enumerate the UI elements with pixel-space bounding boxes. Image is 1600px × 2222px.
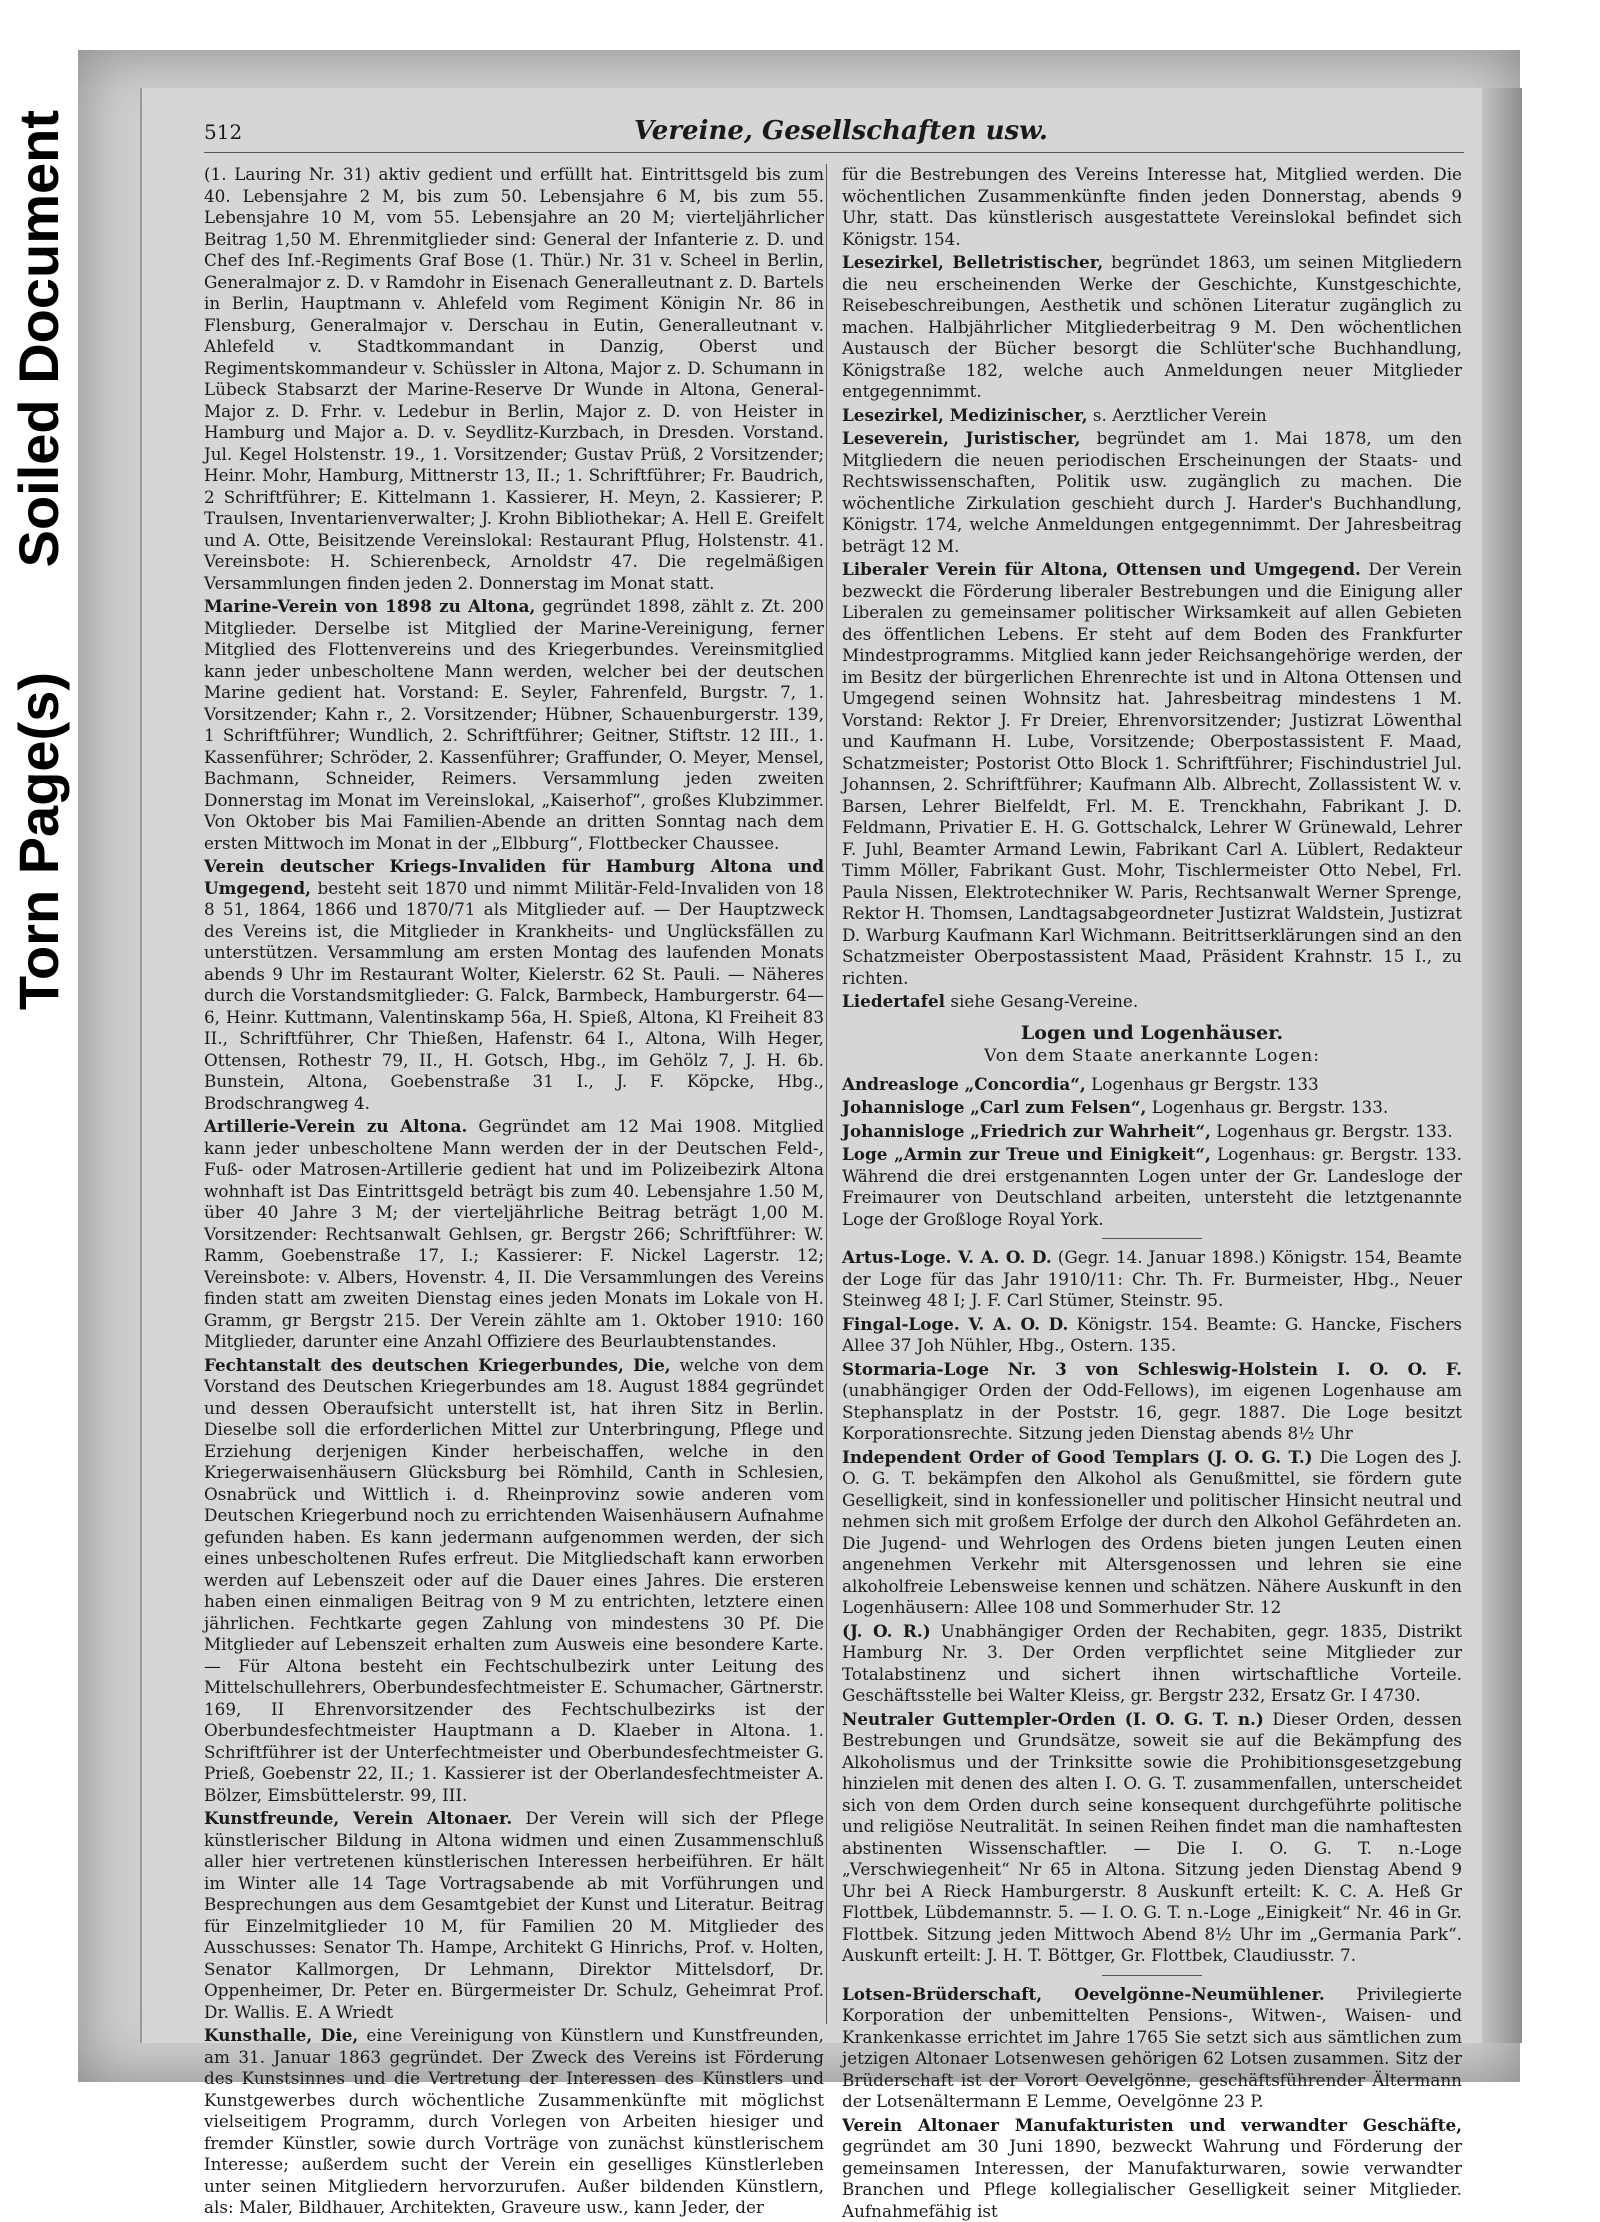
section-rule bbox=[1102, 1975, 1202, 1976]
entry-text: (Gegr. 14. Januar 1898.) Königstr. 154, Beamte der Loge für das Jahr 1910/11: Chr. Th. Fr. Burmeister, Hbg., Neuer Steinweg 48 I; J. F. Carl Stümer, Steinstr. 95. bbox=[842, 1247, 1462, 1310]
directory-entry bbox=[842, 1314, 1462, 1357]
page-header bbox=[204, 112, 1464, 153]
entry-text: Der Verein will sich der Pflege künstlerischer Bildung in Altona widmen und einen Zusammenschluß aller hier vertretenen künstlerischen Interessen herbeiführen. Er hält im Winter alle 14 Tage Vortragsabende ab mit Vorführungen und Besprechungen aus dem Gesamtgebiet der Kunst und Literatur. Beitrag für Einzelmitglieder 10 M, für Familien 20 M. Mitglieder des Ausschusses: Senator Th. Hampe, Architekt G Hinrichs, Prof. v. Holten, Senator Kallmorgen, Dr Lehmann, Direktor Mittelsdorf, Dr. Oppenheimer, Dr. Peter en. Bürgermeister Dr. Schulz, Geheimrat Prof. Dr. Wallis. E. A Wriedt bbox=[204, 1808, 824, 2022]
entry-title: Verein Altonaer Manufakturisten und verwandter Geschäfte, bbox=[842, 2115, 1462, 2135]
entry-title: Artillerie-Verein zu Altona. bbox=[204, 1116, 467, 1136]
entry-title: Fechtanstalt des deutschen Kriegerbundes, Die, bbox=[204, 1355, 671, 1375]
directory-entry bbox=[842, 1074, 1462, 1096]
directory-entry bbox=[204, 164, 824, 594]
torn-pages-stamp: Torn Page(s) bbox=[6, 672, 71, 1010]
entry-title: Stormaria-Loge Nr. 3 von Schleswig-Holstein I. O. O. F. bbox=[842, 1359, 1462, 1379]
running-title: Vereine, Gesellschaften usw. bbox=[634, 116, 1048, 146]
entry-text: Königstr. 154. Beamte: G. Hancke, Fischers Allee 37 Joh Nühler, Hbg., Ostern. 135. bbox=[842, 1314, 1462, 1356]
directory-entry bbox=[842, 164, 1462, 250]
directory-entry bbox=[842, 559, 1462, 989]
directory-entry bbox=[842, 428, 1462, 557]
entry-text: Logenhaus gr. Bergstr. 133. bbox=[1146, 1097, 1388, 1117]
entry-title: Liedertafel bbox=[842, 991, 945, 1011]
entry-title: Independent Order of Good Templars (J. O. G. T.) bbox=[842, 1447, 1313, 1467]
directory-entry bbox=[842, 1984, 1462, 2113]
entry-title: Kunsthalle, Die, bbox=[204, 2025, 358, 2045]
directory-entry bbox=[204, 1808, 824, 2023]
entry-title: (J. O. R.) bbox=[842, 1621, 931, 1641]
document-page bbox=[140, 88, 1482, 2043]
directory-entry bbox=[842, 1447, 1462, 1619]
scan-stamp-labels bbox=[0, 0, 70, 1090]
entry-text: welche von dem Vorstand des Deutschen Kriegerbundes am 18. August 1884 gegründet und dessen Oberaufsicht unterstellt ist, hat ihren Sitz in Berlin. Dieselbe soll die erforderlichen Mittel zur Unterbringung, Pflege und Erziehung derjenigen Kinder herbeischaffen, welche in den Kriegerwaisenhäusern Glücksburg bei Römhild, Canth in Schlesien, Osnabrück und Wittlich i. d. Rheinprovinz sowie anderen vom Deutschen Kriegerbund noch zu errichtenden Waisenhäusern Aufnahme gefunden haben. Es kann jedermann aufgenommen werden, der sich eines unbescholtenen Rufes erfreut. Die Mitgliedschaft kann erworben werden auf Lebenszeit oder auf die Dauer eines Jahres. Die ersteren haben einen einmaligen Beitrag von 9 M zu entrichten, letztere einen jährlichen. Fechtkarte gegen Zahlung von mindestens 30 Pf. Die Mitglieder auf Lebenszeit erhalten zum Ausweis eine besondere Karte. — Für Altona besteht ein Fechtschulbezirk unter Leitung des Mittelschullehrers, Oberbundesfechtmeister E. Schumacher, Gärtnerstr. 169, II Ehrenvorsitzender des Fechtschulbezirks ist der Oberbundesfechtmeister Hauptmann a D. Klaeber in Altona. 1. Schriftführer ist der Unterfechtmeister und Oberbundesfechtmeister G. Prieß, Goebenstr 22, II.; 1. Kassierer ist der Oberlandesfechtmeister A. Bölzer, Eimsbüttelerstr. 99, III. bbox=[204, 1355, 824, 1805]
entry-text: Unabhängiger Orden der Rechabiten, gegr. 1835, Distrikt Hamburg Nr. 3. Der Orden verpflichtet seine Mitglieder zur Totalabstinenz und sichert ihnen wirtschaftliche Vorteile. Geschäftsstelle bei Walter Kleiss, gr. Bergstr 232, Ersatz Gr. I 4730. bbox=[842, 1621, 1462, 1706]
entry-text: (1. Lauring Nr. 31) aktiv gedient und erfüllt hat. Eintrittsgeld bis zum 40. Lebensjahre 2 M, bis zum 50. Lebensjahre 6 M, bis zum 55. Lebensjahre 10 M, vom 55. Lebensjahre an 20 M; vierteljährlicher Beitrag 1,50 M. Ehrenmitglieder sind: General der Infanterie z. D. und Chef des Inf.-Regiments Graf Bose (1. Thür.) Nr. 31 v. Scheel in Berlin, Generalmajor z. D. v Ramdohr in Eisenach Generalleutnant z. D. Bartels in Berlin, Hauptmann v. Ahlefeld vom Regiment Königin Nr. 86 in Flensburg, Generalmajor v. Derschau in Eutin, Generalleutnant v. Ahlefeld v. Stadtkommandant in Danzig, Oberst und Regimentskommandeur v. Schüssler in Altona, Major z. D. Schumann in Lübeck Stabsarzt der Marine-Reserve Dr Wunde in Altona, General-Major z. D. Frhr. v. Ledebur in Berlin, Major z. D. von Heister in Hamburg und Major a. D. v. Seydlitz-Kurzbach, in Dresden. Vorstand. Jul. Kegel Holstenstr. 19., 1. Vorsitzender; Gustav Prüß, 2 Vorsitzender; Heinr. Mohr, Hamburg, Mittnerstr 13, II.; 1. Schriftführer; Fr. Baudrich, 2 Schriftführer; E. Kittelmann 1. Kassierer, H. Meyn, 2. Kassierer; P. Traulsen, Inventarienverwalter; J. Krohn Bibliothekar; A. Hell E. Greifelt und A. Otte, Beisitzende Vereinslokal: Restaurant Pflug, Holstenstr. 41. Vereinsbote: H. Schierenbeck, Arnoldstr 47. Die regelmäßigen Versammlungen finden jeden 2. Donnerstag im Monat statt. bbox=[204, 164, 824, 593]
directory-entry bbox=[842, 252, 1462, 403]
subsection-heading: Von dem Staate anerkannte Logen: bbox=[842, 1046, 1462, 1068]
directory-entry bbox=[842, 1247, 1462, 1312]
section-rule bbox=[1102, 1238, 1202, 1239]
page-number: 512 bbox=[204, 120, 242, 144]
entry-text: Privilegierte Korporation der unbemittelten Pensions-, Witwen-, Waisen- und Krankenkasse errichtet im Jahre 1765 Sie setzt sich aus sämtlichen zum jetzigen Altonaer Lotsenwesen gehörigen 62 Lotsen zusammen. Sitz der Brüderschaft ist der Vorort Oevelgönne, geschäftsführender Ältermann der Lotsenältermann E Lemme, Oevelgönne 23 P. bbox=[842, 1984, 1462, 2112]
directory-entry bbox=[204, 1355, 824, 1807]
entry-title: Artus-Loge. V. A. O. D. bbox=[842, 1247, 1052, 1267]
entry-title: Kunstfreunde, Verein Altonaer. bbox=[204, 1808, 512, 1828]
entry-text: siehe Gesang-Vereine. bbox=[945, 991, 1138, 1011]
entry-title: Johannisloge „Carl zum Felsen“, bbox=[842, 1097, 1146, 1117]
directory-entry bbox=[842, 1144, 1462, 1230]
directory-entry bbox=[842, 405, 1462, 427]
section-heading: Logen und Logenhäuser. bbox=[842, 1023, 1462, 1045]
entry-text: (unabhängiger Orden der Odd-Fellows), im eigenen Logenhause am Stephansplatz in der Poststr. 16, gegr. 1887. Die Loge besitzt Korporationsrechte. Sitzung jeden Dienstag abends 8½ Uhr bbox=[842, 1380, 1462, 1443]
entry-text: Gegründet am 12 Mai 1908. Mitglied kann jeder unbescholtene Mann werden der in der Deutschen Feld-, Fuß- oder Matrosen-Artillerie gedient hat und im Polizeibezirk Altona wohnhaft ist Das Eintrittsgeld beträgt bis zum 40. Lebensjahre 1.50 M, über 40 Jahre 3 M; der vierteljährliche Beitrag beträgt 1,00 M. Vorsitzender: Rechtsanwalt Gehlsen, gr. Bergstr 266; Schriftführer: W. Ramm, Goebenstraße 17, I.; Kassierer: F. Nickel Lagerstr. 12; Vereinsbote: v. Albers, Hovenstr. 4, II. Die Versammlungen des Vereins finden statt am zweiten Dienstag eines jeden Monats im Lokale von H. Gramm, gr Bergstr 215. Der Verein zählte am 1. Oktober 1910: 160 Mitglieder, darunter eine Anzahl Offiziere des Beurlaubtenstandes. bbox=[204, 1116, 824, 1351]
directory-entry bbox=[204, 2025, 824, 2219]
directory-entry bbox=[204, 856, 824, 1114]
entry-text: Logenhaus gr. Bergstr. 133. bbox=[1211, 1121, 1453, 1141]
entry-title: Marine-Verein von 1898 zu Altona, bbox=[204, 596, 535, 616]
directory-entry bbox=[842, 2115, 1462, 2222]
entry-text: besteht seit 1870 und nimmt Militär-Feld-Invaliden von 18 8 51, 1864, 1866 und 1870/71 als Mitglieder auf. — Der Hauptzweck des Vereins ist, die Mitglieder in Krankheits- und Unglücksfällen zu unterstützen. Versammlung am ersten Montag des laufenden Monats abends 9 Uhr im Restaurant Wolter, Kielerstr. 62 St. Pauli. — Näheres durch die Vorstandsmitglieder: G. Falck, Barmbeck, Hamburgerstr. 64—6, Heinr. Kuttmann, Valentinskamp 56a, H. Spieß, Altona, Kl Freiheit 83 II., Schriftführer, Chr Thießen, Hafenstr. 64 I., Altona, Wilh Heger, Ottensen, Rothestr 79, II., H. Gotsch, Hbg., im Gehölz 7, J. H. 6b. Bunstein, Altona, Goebenstraße 31 I., J. F. Köpcke, Hbg., Brodschrangweg 4. bbox=[204, 878, 824, 1113]
directory-entry bbox=[204, 596, 824, 854]
entry-text: Dieser Orden, dessen Bestrebungen und Grundsätze, soweit sie auf die Bekämpfung des Alkoholismus und der Trinksitte sowie die Prohibitionsgesetzgebung hinzielen mit denen des alten I. O. G. T. zusammenfallen, unterscheidet sich von dem Orden durch seine konsequent durchgeführte politische und religiöse Neutralität. In seinen Reihen findet man die namhaftesten abstinenten Wissenschaftler. — Die I. O. G. T. n.-Loge „Verschwiegenheit“ Nr 65 in Altona. Sitzung jeden Dienstag Abend 9 Uhr bei A Rieck Hamburgerstr. 8 Auskunft erteilt: K. C. A. Heß Gr Flottbek, Lübdemannstr. 5. — I. O. G. T. n.-Loge „Einigkeit“ Nr. 46 in Gr. Flottbek. Sitzung jeden Mittwoch Abend 8½ Uhr im „Germania Park“. Auskunft erteilt: J. H. T. Böttger, Gr. Flottbek, Claudiusstr. 7. bbox=[842, 1709, 1462, 1966]
entry-text: begründet 1863, um seinen Mitgliedern die neu erscheinenden Werke der Geschichte, Kunstgeschichte, Reisebeschreibungen, Aesthetik und schönen Literatur zugänglich zu machen. Halbjährlicher Mitgliederbeitrag 9 M. Den wöchentlichen Austausch der Bücher besorgt die Schlüter'sche Buchhandlung, Königstraße 182, welche auch Anmeldungen neuer Mitglieder entgegennimmt. bbox=[842, 252, 1462, 401]
entry-title: Lotsen-Brüderschaft, Oevelgönne-Neumühlener. bbox=[842, 1984, 1325, 2004]
column-divider bbox=[826, 164, 827, 2024]
entry-title: Lesezirkel, Belletristischer, bbox=[842, 252, 1103, 272]
entry-text: Logenhaus: gr. Bergstr. 133. Während die drei erstgenannten Logen unter der Gr. Landesloge der Freimaurer von Deutschland arbeiten, untersteht die letztgenannte Loge der Großloge Royal York. bbox=[842, 1144, 1462, 1229]
directory-entry bbox=[842, 1121, 1462, 1143]
directory-entry bbox=[204, 1116, 824, 1353]
entry-text: gegründet 1898, zählt z. Zt. 200 Mitglieder. Derselbe ist Mitglied der Marine-Vereinigung, ferner Mitglied des Flottenvereins und des Kriegerbundes. Vereinsmitglied kann jeder unbescholtene Mann werden, welcher bei der deutschen Marine gedient hat. Vorstand: E. Seyler, Fahrenfeld, Burgstr. 7, 1. Vorsitzender; Kahn r., 2. Vorsitzender; Hübner, Schauenburgerstr. 139, 1 Schriftführer; Wundlich, 2. Schriftführer; Geitner, Stiftstr. 12 III., 1. Kassenführer; Schröder, 2. Kassenführer; Graffunder, O. Meyer, Mensel, Bachmann, Schneider, Reimers. Versammlung jeden zweiten Donnerstag im Monat im Vereinslokal, „Kaiserhof“, großes Klubzimmer. Von Oktober bis Mai Familien-Abende an dritten Sonntag nach dem ersten Mittwoch im Monat in der „Elbburg“, Flottbecker Chaussee. bbox=[204, 596, 824, 853]
entry-text: begründet am 1. Mai 1878, um den Mitgliedern die neuen periodischen Erscheinungen der Staats- und Rechtswissenschaften, Politik usw. zugänglich zu machen. Die wöchentliche Zirkulation geschieht durch J. Harder's Buchhandlung, Königstr. 174, welche Anmeldungen entgegennimmt. Der Jahresbeitrag beträgt 12 M. bbox=[842, 428, 1462, 556]
left-column bbox=[204, 164, 824, 2024]
entry-title: Fingal-Loge. V. A. O. D. bbox=[842, 1314, 1068, 1334]
entry-text: eine Vereinigung von Künstlern und Kunstfreunden, am 31. Januar 1863 gegründet. Der Zweck des Vereins ist Förderung des Kunstsinnes und die Vertretung der Interessen des Künstlers und Kunstgewerbes durch wöchentliche Zusammenkünfte mit möglichst vielseitigem Programm, durch Vorlegen von Arbeiten hiesiger und fremder Künstler, sowie durch Vorträge von zunächst künstlerischem Interesse; außerdem sucht der Verein ein geselliges Künstlerleben unter seinen Mitgliedern hervorzurufen. Außer bildenden Künstlern, als: Maler, Bildhauer, Architekten, Graveure usw., kann Jeder, der bbox=[204, 2025, 824, 2217]
entry-title: Liberaler Verein für Altona, Ottensen und Umgegend. bbox=[842, 559, 1361, 579]
directory-entry bbox=[842, 1359, 1462, 1445]
entry-text: s. Aerztlicher Verein bbox=[1088, 405, 1267, 425]
entry-title: Neutraler Guttempler-Orden (I. O. G. T. n.) bbox=[842, 1709, 1264, 1729]
entry-title: Lesezirkel, Medizinischer, bbox=[842, 405, 1088, 425]
directory-entry bbox=[842, 1709, 1462, 1967]
entry-title: Verein deutscher Kriegs-Invaliden für Hamburg Altona und Umgegend, bbox=[204, 856, 824, 898]
entry-text: für die Bestrebungen des Vereins Interesse hat, Mitglied werden. Die wöchentlichen Zusammenkünfte finden jeden Donnerstag, abends 9 Uhr, statt. Das künstlerisch ausgestattete Vereinslokal befindet sich Königstr. 154. bbox=[842, 164, 1462, 249]
entry-text: gegründet am 30 Juni 1890, bezweckt Wahrung und Förderung der gemeinsamen Interessen, der Manufakturwaren, sowie verwandter Branchen und Pflege kollegialischer Geselligkeit seiner Mitglieder. Aufnahmefähig ist bbox=[842, 2136, 1462, 2221]
entry-title: Loge „Armin zur Treue und Einigkeit“, bbox=[842, 1144, 1211, 1164]
entry-title: Johannisloge „Friedrich zur Wahrheit“, bbox=[842, 1121, 1211, 1141]
directory-entry bbox=[842, 1097, 1462, 1119]
directory-entry bbox=[842, 991, 1462, 1013]
entry-text: Die Logen des J. O. G. T. bekämpfen den Alkohol als Genußmittel, sie fördern gute Geselligkeit, sind in konfessioneller und politischer Hinsicht neutral und nehmen sich mit großem Erfolge der durch den Alkohol Gefährdeten an. Die Jugend- und Wehrlogen des Ordens bieten jungen Leuten einen angenehmen Verkehr mit Altersgenossen und lehren sie eine alkoholfreie Lebensweise kennen und schätzen. Nähere Auskunft in den Logenhäusern: Allee 108 und Sommerhuder Str. 12 bbox=[842, 1447, 1462, 1618]
entry-text: Logenhaus gr Bergstr. 133 bbox=[1086, 1074, 1319, 1094]
soiled-document-stamp: Soiled Document bbox=[6, 110, 71, 567]
entry-title: Andreasloge „Concordia“, bbox=[842, 1074, 1086, 1094]
directory-entry bbox=[842, 1621, 1462, 1707]
right-column bbox=[842, 164, 1462, 2024]
entry-title: Leseverein, Juristischer, bbox=[842, 428, 1080, 448]
entry-text: Der Verein bezweckt die Förderung liberaler Bestrebungen und die Einigung aller Liberalen zu gemeinsamer politischer Wirksamkeit auf allen Gebieten des öffentlichen Lebens. Er steht auf dem Boden des Frankfurter Mindestprogramms. Mitglied kann jeder Reichsangehörige werden, der im Besitz der bürgerlichen Ehrenrechte ist und in Altona Ottensen und Umgegend seinen Wohnsitz hat. Jahresbeitrag mindestens 1 M. Vorstand: Rektor J. Fr Dreier, Ehrenvorsitzender; Justizrat Löwenthal und Kaufmann H. Lube, Vorsitzende; Oberpostassistent F. Maad, Schatzmeister; Postorist Otto Block 1. Schriftführer; Fischindustriel Jul. Johannsen, 2. Schriftführer; Kaufmann Alb. Albrecht, Zollassistent W. v. Barsen, Lehrer Bielfeldt, Frl. M. E. Trenckhahn, Fabrikant J. D. Feldmann, Privatier E. H. G. Gottschalck, Lehrer W Grünewald, Lehrer F. Juhl, Beamter Armand Lewin, Fabrikant Carl A. Lüblert, Redakteur Timm Möller, Fabrikant Gust. Mohr, Tischlermeister Otto Nebel, Frl. Paula Nissen, Elektrotechniker W. Paris, Rechtsanwalt Werner Sprenge, Rektor H. Thomsen, Landtagsabgeordneter Justizrat Waldstein, Justizrat D. Warburg Kaufmann Karl Wichmann. Beitrittserklärungen sind an den Schatzmeister Oberpostassistent Maad, Präsident Krahnstr. 15 I., zu richten. bbox=[842, 559, 1462, 988]
